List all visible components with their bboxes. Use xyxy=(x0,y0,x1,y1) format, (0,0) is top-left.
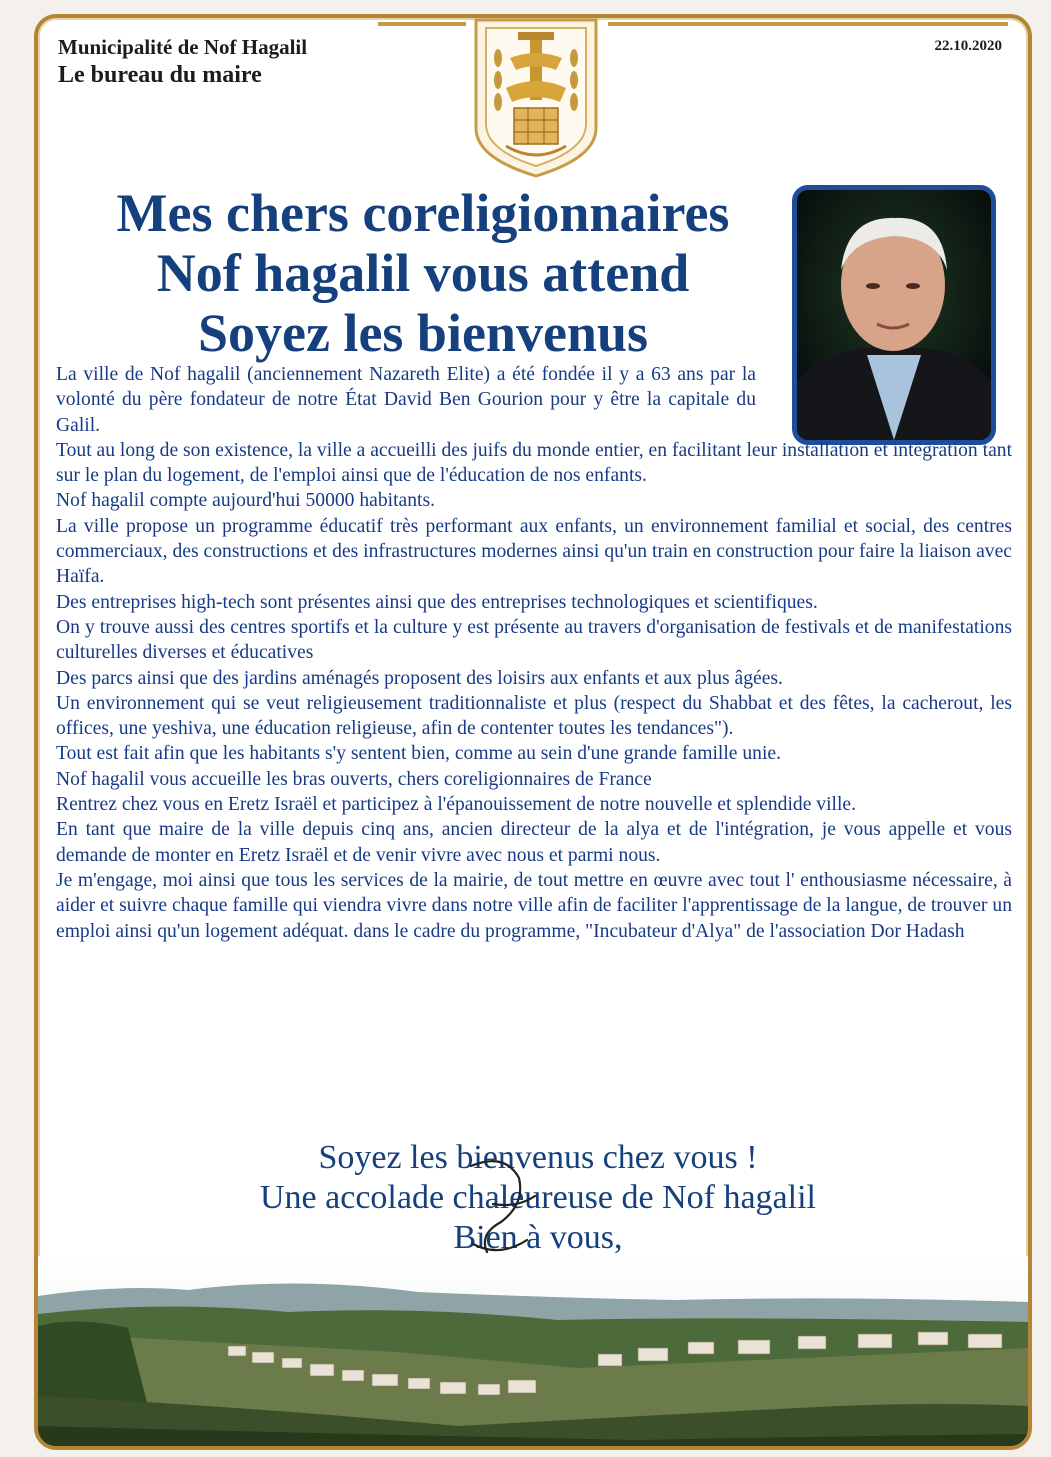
letter-page xyxy=(34,14,1032,1450)
title-line-2: Nof hagalil vous attend xyxy=(156,243,690,303)
paragraph: Rentrez chez vous en Eretz Israël et participez à l'épanouissement de notre nouvelle et splendide ville. xyxy=(56,794,857,816)
closing-line-3: Bien à vous, xyxy=(453,1219,623,1256)
paragraph: Tout au long de son existence, la ville a accueilli des juifs du monde entier, en facilitant leur installation et intégration tant sur le plan du logement, de l'emploi ainsi que de l'éducation de nos enfants. xyxy=(56,439,1013,487)
paragraph: On y trouve aussi des centres sportifs et la culture y est présente au travers d'organisation de festivals et de manifestations culturelles diverses et éducatives xyxy=(56,616,1012,664)
header-rule-left xyxy=(378,22,466,26)
city-landscape-image xyxy=(38,1256,1028,1446)
letter-date: 22.10.2020 xyxy=(934,38,1002,54)
paragraph: Nof hagalil compte aujourd'hui 50000 habitants. xyxy=(56,490,435,512)
paragraph: Un environnement qui se veut religieusement traditionnaliste et plus (respect du Shabbat et des fêtes, la cacherout, les offices, une yeshiva, une éducation religieuse, afin de contenter toutes les tendances"). xyxy=(56,692,1012,740)
paragraph: La ville propose un programme éducatif très performant aux enfants, un environnement familial et social, des centres commerciaux, des constructions et des infrastructures modernes ainsi qu'un train en construction pour faire la liaison avec Haïfa. xyxy=(56,515,1012,588)
handwritten-signature-icon xyxy=(443,1148,553,1268)
header-rule-right xyxy=(608,22,1008,26)
municipality-name: Municipalité de Nof Hagalil xyxy=(58,35,308,59)
closing-line-2: Une accolade chaleureuse de Nof hagalil xyxy=(260,1179,816,1216)
closing-line-1: Soyez les bienvenus chez vous ! xyxy=(318,1139,758,1176)
title-line-1: Mes chers coreligionnaires xyxy=(116,183,730,243)
city-emblem-icon xyxy=(470,18,602,178)
paragraph: Tout est fait afin que les habitants s'y sentent bien, comme au sein d'une grande famille unie. xyxy=(56,743,782,765)
paragraph: Nof hagalil vous accueille les bras ouverts, chers coreligionnaires de France xyxy=(56,768,652,790)
letter-title xyxy=(58,183,788,363)
letterhead xyxy=(58,34,307,90)
letter-body xyxy=(56,362,1012,944)
office-name: Le bureau du maire xyxy=(58,62,262,88)
paragraph: Je m'engage, moi ainsi que tous les services de la mairie, de tout mettre en œuvre avec tout l' enthousiasme nécessaire, à aider et suivre chaque famille qui viendra vivre dans notre ville afin de faciliter l'apprentissage de la langue, de trouver un emploi ainsi qu'un logement adéquat. dans le cadre du programme, "Incubateur d'Alya" de l'association Dor Hadash xyxy=(56,869,1012,942)
paragraph: La ville de Nof hagalil (anciennement Nazareth Elite) a été fondée il y a 63 ans par la volonté du père fondateur de notre État David Ben Gourion pour y être la capitale du Galil. xyxy=(56,364,756,436)
paragraph: Des entreprises high-tech sont présentes ainsi que des entreprises technologiques et scientifiques. xyxy=(56,591,818,613)
title-line-3: Soyez les bienvenus xyxy=(197,303,649,363)
paragraph: En tant que maire de la ville depuis cinq ans, ancien directeur de la alya et de l'intégration, je vous appelle et vous demande de monter en Eretz Israël et de venir vivre avec nous et parmi nous. xyxy=(56,819,1012,866)
paragraph: Des parcs ainsi que des jardins aménagés proposent des loisirs aux enfants et aux plus âgées. xyxy=(56,667,783,689)
